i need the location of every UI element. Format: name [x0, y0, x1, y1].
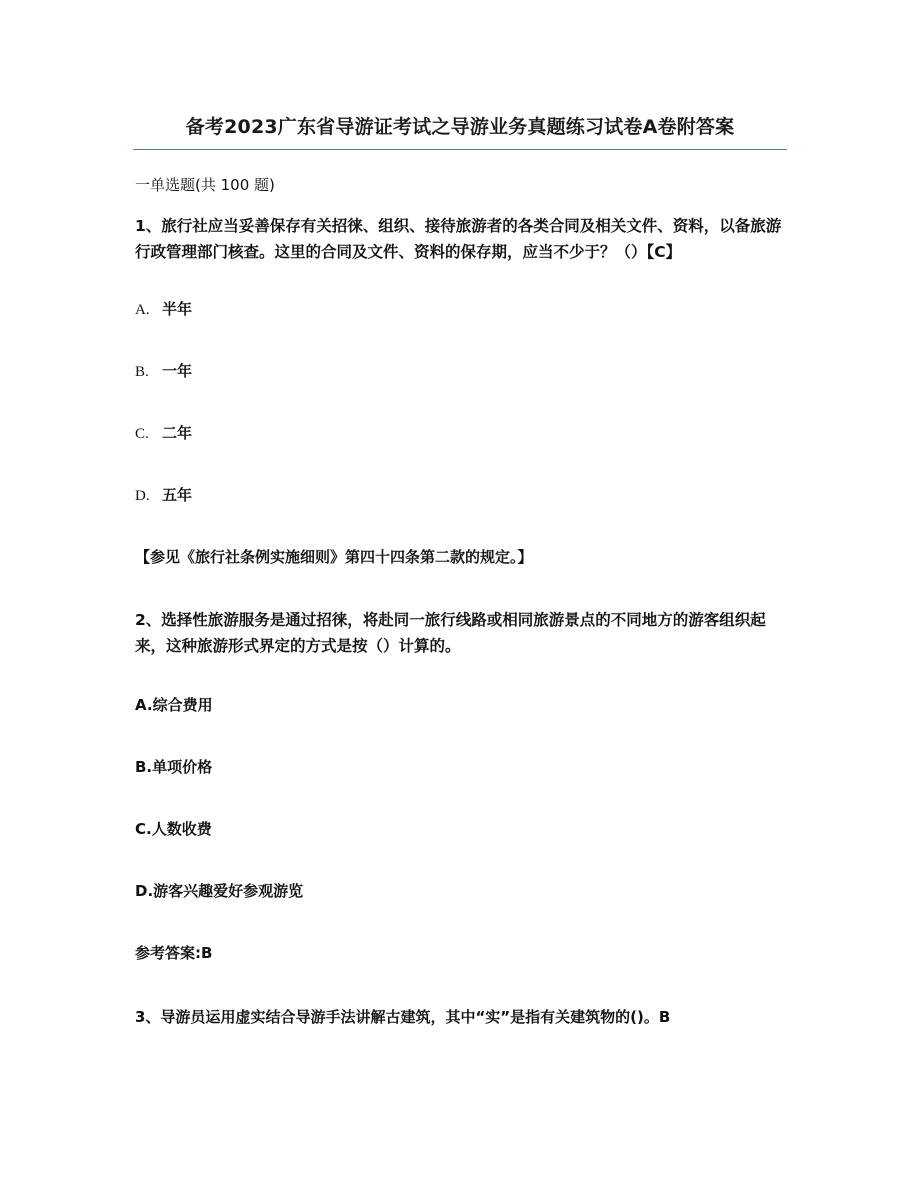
option-text: 五年 — [162, 486, 193, 504]
question-1-text: 1、旅行社应当妥善保存有关招徕、组织、接待旅游者的各类合同及相关文件、资料，以备旅游行政管理部门核查。这里的合同及文件、资料的保存期，应当不少于？（）【C】 — [135, 217, 782, 261]
option-text: 二年 — [162, 424, 193, 442]
option-letter: C. — [135, 426, 149, 442]
option-text: 一年 — [162, 362, 193, 380]
question-1-option-a — [135, 297, 192, 322]
question-2-option-c: C.人数收费 — [135, 820, 212, 838]
section-heading: 一单选题(共 100 题) — [135, 176, 275, 194]
question-1-note: 【参见《旅行社条例实施细则》第四十四条第二款的规定。】 — [135, 548, 533, 566]
question-1-option-b — [135, 359, 192, 384]
document-title: 备考2023广东省导游证考试之导游业务真题练习试卷A卷附答案 — [185, 116, 735, 138]
question-2-answer: 参考答案:B — [135, 944, 213, 962]
option-letter: B. — [135, 364, 149, 380]
question-2-text: 2、选择性旅游服务是通过招徕，将赴同一旅行线路或相同旅游景点的不同地方的游客组织起来，这种旅游形式界定的方式是按（）计算的。 — [135, 611, 766, 655]
option-letter: D. — [135, 488, 150, 504]
question-3-text: 3、导游员运用虚实结合导游手法讲解古建筑，其中“实”是指有关建筑物的()。B — [135, 1008, 671, 1026]
question-1-option-d — [135, 483, 192, 508]
option-text: 半年 — [162, 300, 193, 318]
question-2-option-a: A.综合费用 — [135, 696, 213, 714]
option-letter: A. — [135, 302, 150, 318]
question-1-option-c — [135, 421, 192, 446]
question-2-option-d: D.游客兴趣爱好参观游览 — [135, 882, 304, 900]
title-divider — [133, 149, 787, 150]
question-2-option-b: B.单项价格 — [135, 758, 213, 776]
